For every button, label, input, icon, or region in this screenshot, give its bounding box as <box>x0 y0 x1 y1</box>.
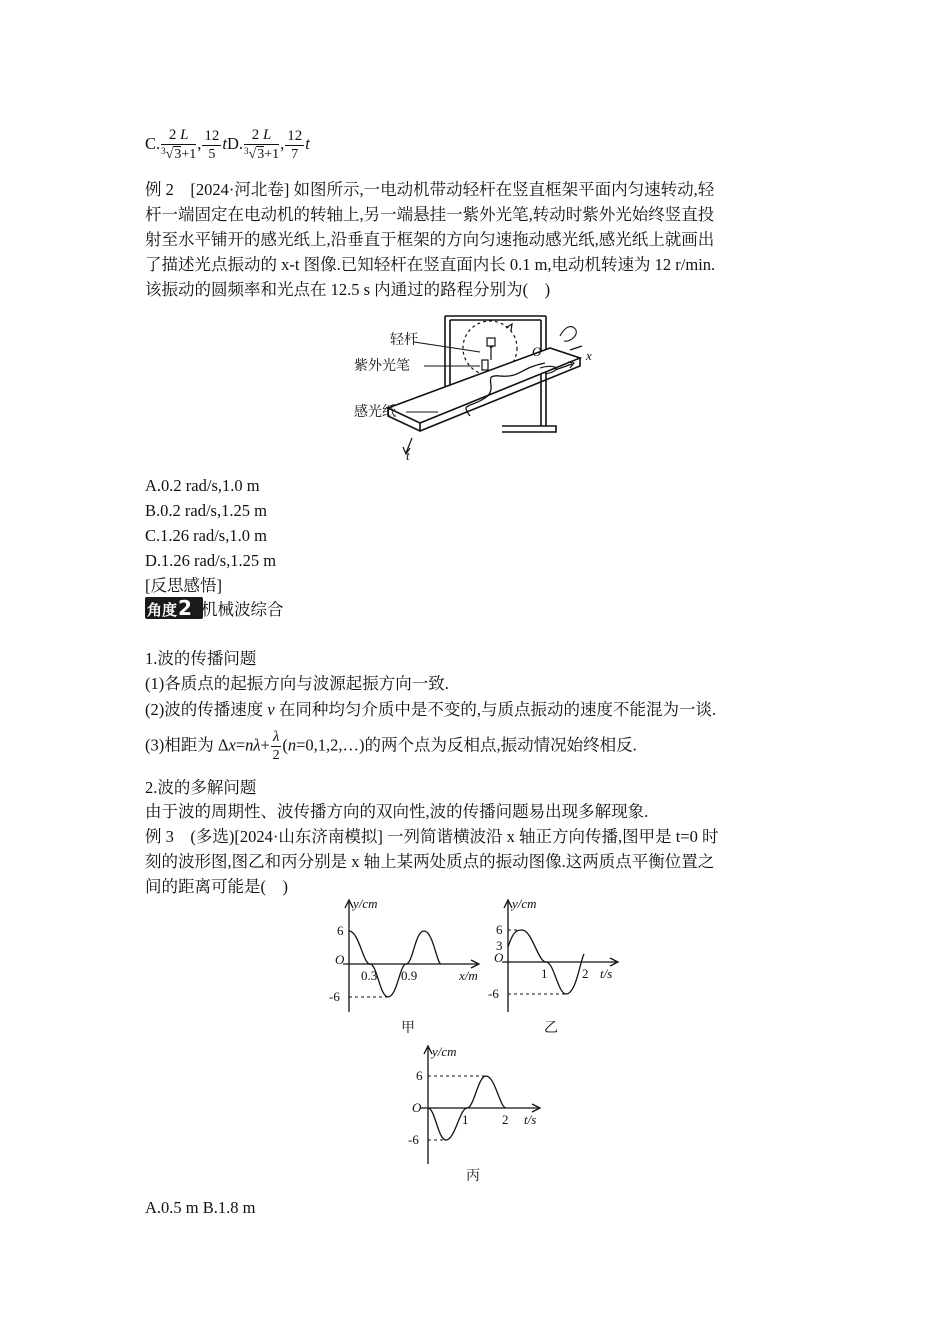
example2-line: 了描述光点振动的 x-t 图像.已知轻杆在竖直面内长 0.1 m,电动机转速为 12 r/min. <box>145 255 716 274</box>
option-d-label: D. <box>226 133 243 153</box>
xlabel: t/s <box>600 966 613 981</box>
tick-x: 1 <box>541 966 548 981</box>
tick-y-pos: 6 <box>416 1068 423 1083</box>
prev-options-line: C. $\frac{2 L}{^3√3+1}$ , $\frac{12}{5}$ tD. $\frac{2 L}{^3√3+1}$ , $\frac{12}{7}$ t <box>145 127 310 162</box>
example2-line: 例 2 [2024·河北卷] 如图所示,一电动机带动轻杆在竖直框架平面内匀速转动,轻 <box>145 180 715 199</box>
example2-line: 杆一端固定在电动机的转轴上,另一端悬挂一紫外光笔,转动时紫外光始终竖直投 <box>145 205 715 224</box>
example2-line: 射至水平铺开的感光纸上,沿垂直于框架的方向匀速拖动感光纸,感光纸上就画出 <box>145 230 715 249</box>
ylabel: y/cm <box>512 896 537 911</box>
section-title: 机械波综合 <box>201 600 284 619</box>
example3-options: A.0.5 m B.1.8 m <box>145 1198 256 1217</box>
fraction: $\frac{2 L}{^3√3+1}$ <box>244 127 280 162</box>
label-rod: 轻杆 <box>390 333 418 348</box>
graph-yi <box>488 892 638 1042</box>
tick-x: 0.3 <box>361 968 378 983</box>
xlabel: t/s <box>524 1112 537 1127</box>
point-1: (1)各质点的起振方向与波源起振方向一致. <box>145 674 449 693</box>
fraction: $\frac{12}{7}$ <box>287 127 303 162</box>
option-d: D.1.26 rad/s,1.25 m <box>145 551 277 570</box>
tick-x: 2 <box>582 966 589 981</box>
option-a: A.0.2 rad/s,1.0 m <box>145 476 260 495</box>
tick-y-pos: 6 <box>337 923 344 938</box>
fraction: $\frac{12}{5}$ <box>204 127 220 162</box>
caption: 乙 <box>544 1021 558 1036</box>
caption: 甲 <box>401 1021 415 1036</box>
example2-line: 该振动的圆频率和光点在 12.5 s 内通过的路程分别为( ) <box>145 280 551 299</box>
graph-bing <box>400 1038 560 1188</box>
example3-line: 刻的波形图,图乙和丙分别是 x 轴上某两处质点的振动图像.这两质点平衡位置之 <box>145 852 715 871</box>
section-badge: 角度2 <box>145 597 203 619</box>
heading-propagation: 1.波的传播问题 <box>145 649 257 668</box>
example3-line: 间的距离可能是( ) <box>145 877 288 896</box>
fraction: $\frac{2 L}{^3√3+1}$ <box>161 127 197 162</box>
point-2: (2)波的传播速度 v 在同种均匀介质中是不变的,与质点振动的速度不能混为一谈. <box>145 700 717 719</box>
tick-x: 0.9 <box>401 968 418 983</box>
graph-jia <box>325 892 495 1042</box>
option-c-label: C. <box>145 133 161 153</box>
example3-line: 例 3 (多选)[2024·山东济南模拟] 一列简谐横波沿 x 轴正方向传播,图甲是 t=0 时 <box>145 827 719 846</box>
uv-pen-apparatus-figure <box>350 308 615 463</box>
origin: O <box>412 1100 422 1115</box>
tick-y-neg: -6 <box>329 989 340 1004</box>
label-uv-pen: 紫外光笔 <box>354 359 410 374</box>
origin: O <box>494 950 504 965</box>
fraction: $\frac{\lambda}{2}$ <box>272 729 280 763</box>
caption: 丙 <box>466 1169 480 1184</box>
point-4: 由于波的周期性、波传播方向的双向性,波的传播问题易出现多解现象. <box>145 802 649 821</box>
reflection-label: [反思感悟] <box>145 576 222 595</box>
xlabel: x/m <box>459 968 478 983</box>
label-paper: 感光纸 <box>354 405 396 420</box>
ylabel: y/cm <box>432 1044 457 1059</box>
tick-y-neg: -6 <box>408 1132 419 1147</box>
label-origin: O <box>532 344 542 359</box>
label-x-axis: x <box>586 348 592 363</box>
tick-y-neg: -6 <box>488 986 499 1001</box>
tick-y-mid: 3 <box>496 938 503 953</box>
tick-x: 2 <box>502 1112 509 1127</box>
point-3: (3)相距为 Δx=nλ+ $\frac{\lambda}{2}$ (n=0,1,2,…)的两个点为反相点,振动情况始终相反. <box>145 729 637 763</box>
option-b: B.0.2 rad/s,1.25 m <box>145 501 267 520</box>
option-c: C.1.26 rad/s,1.0 m <box>145 526 267 545</box>
origin: O <box>335 952 345 967</box>
tick-y-pos: 6 <box>496 922 503 937</box>
heading-multi-solution: 2.波的多解问题 <box>145 778 257 797</box>
tick-x: 1 <box>462 1112 469 1127</box>
label-t-axis: t <box>406 448 410 463</box>
ylabel: y/cm <box>353 896 378 911</box>
